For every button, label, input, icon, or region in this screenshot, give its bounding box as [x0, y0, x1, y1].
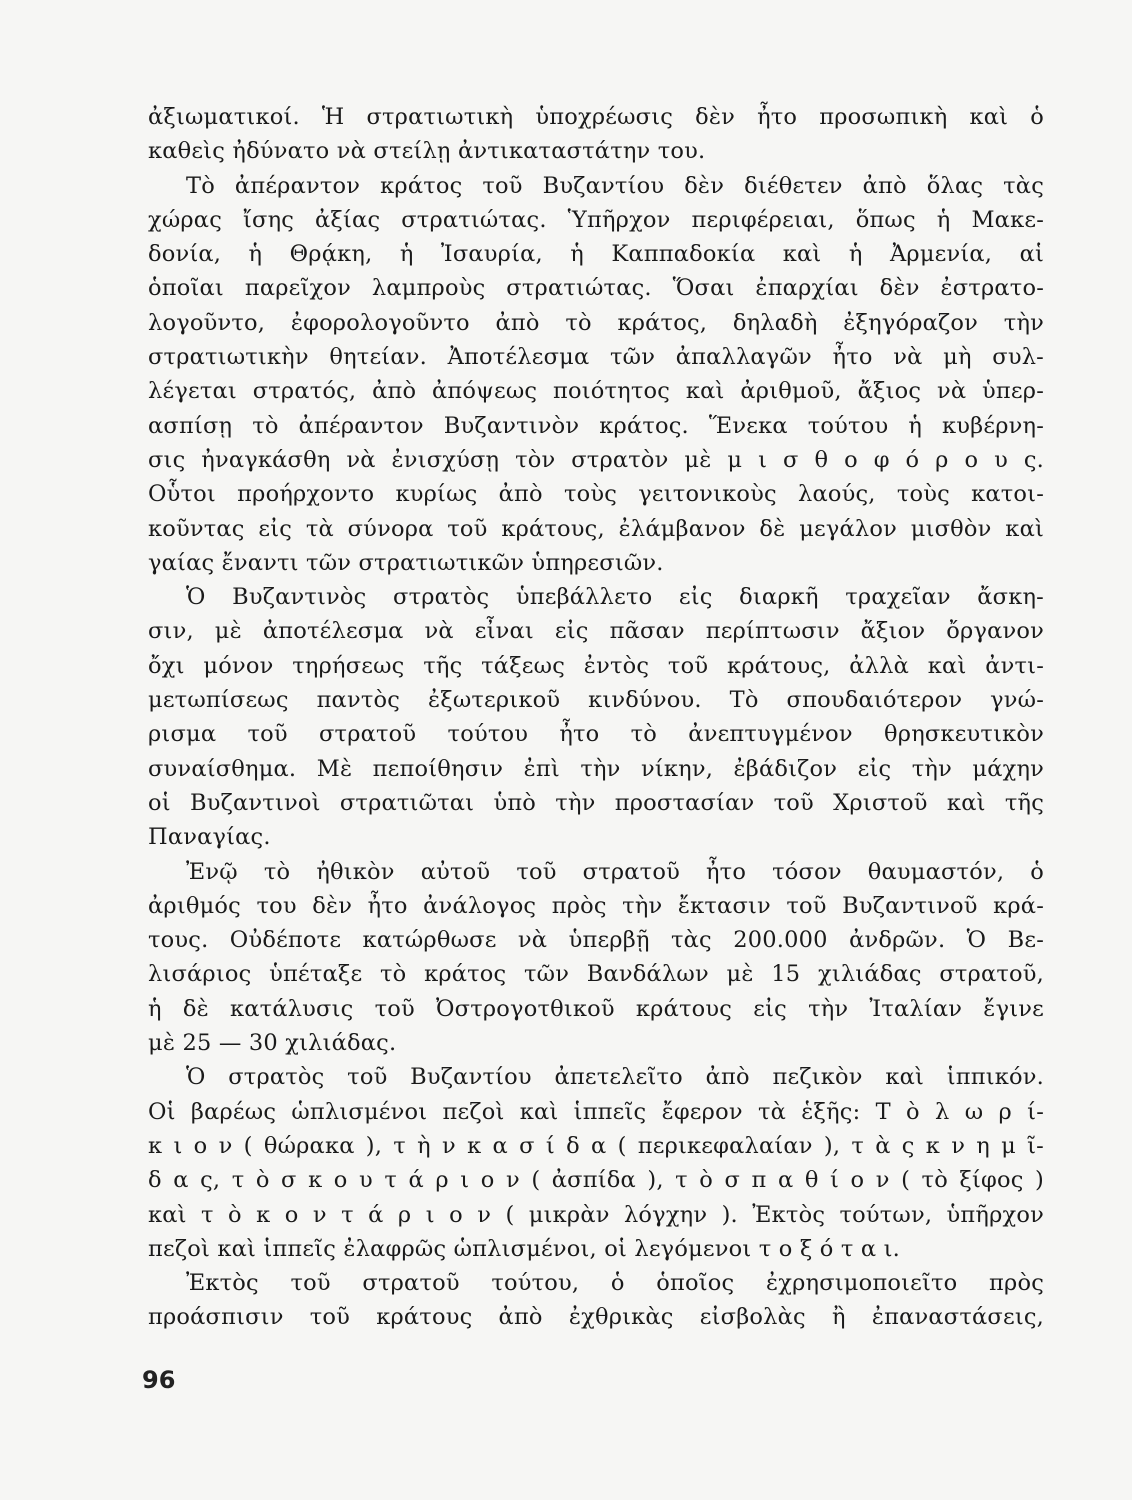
- text-line: λέγεται στρατός, ἀπὸ ἀπόψεως ποιότητος καὶ ἀριθμοῦ, ἄξιος νὰ ὑπερ-: [148, 378, 1044, 405]
- text-line: Τὸ ἀπέραντον κράτος τοῦ Βυζαντίου δὲν διέθετεν ἀπὸ ὅλας τὰς: [186, 172, 1044, 199]
- text-line: σις ἠναγκάσθη νὰ ἐνισχύσῃ τὸν στρατὸν μὲ μ ι σ θ ο φ ό ρ ο υ ς.: [148, 446, 1044, 473]
- text-line: λισάριος ὑπέταξε τὸ κράτος τῶν Βανδάλων μὲ 15 χιλιάδας στρατοῦ,: [148, 961, 1044, 988]
- text-line: δονία, ἡ Θρᾴκη, ἡ Ἰσαυρία, ἡ Καππαδοκία καὶ ἡ Ἀρμενία, αἱ: [148, 241, 1044, 268]
- text-line: πεζοὶ καὶ ἱππεῖς ἐλαφρῶς ὡπλισμένοι, οἱ λεγόμενοι τ ο ξ ό τ α ι.: [148, 1235, 901, 1262]
- text-line: Ἐκτὸς τοῦ στρατοῦ τούτου, ὁ ὁποῖος ἐχρησιμοποιεῖτο πρὸς: [186, 1270, 1044, 1297]
- text-line: καὶ τ ὸ κ ο ν τ ά ρ ι ο ν ( μικρὰν λόγχην ). Ἐκτὸς τούτων, ὑπῆρχον: [148, 1201, 1044, 1228]
- text-line: συναίσθημα. Μὲ πεποίθησιν ἐπὶ τὴν νίκην, ἐβάδιζον εἰς τὴν μάχην: [148, 755, 1044, 782]
- text-line: ἀξιωματικοί. Ἡ στρατιωτικὴ ὑποχρέωσις δὲν ἦτο προσωπικὴ καὶ ὁ: [148, 104, 1044, 130]
- text-line: οἱ Βυζαντινοὶ στρατιῶται ὑπὸ τὴν προστασίαν τοῦ Χριστοῦ καὶ τῆς: [148, 789, 1044, 816]
- text-line: ασπίσῃ τὸ ἀπέραντον Βυζαντινὸν κράτος. Ἕνεκα τούτου ἡ κυβέρνη-: [148, 412, 1044, 439]
- text-line: ὁποῖαι παρεῖχον λαμπροὺς στρατιώτας. Ὅσαι ἐπαρχίαι δὲν ἐστρατο-: [148, 275, 1044, 302]
- text-line: κοῦντας εἰς τὰ σύνορα τοῦ κράτους, ἐλάμβανον δὲ μεγάλον μισθὸν καὶ: [148, 515, 1044, 542]
- text-line: Ὁ στρατὸς τοῦ Βυζαντίου ἀπετελεῖτο ἀπὸ πεζικὸν καὶ ἱππικόν.: [186, 1064, 1044, 1091]
- text-line: δ α ς, τ ὸ σ κ ο υ τ ά ρ ι ο ν ( ἀσπίδα ), τ ὸ σ π α θ ί ο ν ( τὸ ξίφος ): [148, 1167, 1044, 1194]
- text-line: τους. Οὐδέποτε κατώρθωσε νὰ ὑπερβῇ τὰς 200.000 ἀνδρῶν. Ὁ Βε-: [148, 927, 1044, 954]
- text-line: μὲ 25 — 30 χιλιάδας.: [148, 1030, 397, 1057]
- text-line: ἡ δὲ κατάλυσις τοῦ Ὀστρογοτθικοῦ κράτους εἰς τὴν Ἰταλίαν ἔγινε: [148, 995, 1044, 1022]
- text-line: Ἐνῷ τὸ ἠθικὸν αὐτοῦ τοῦ στρατοῦ ἦτο τόσον θαυμαστόν, ὁ: [186, 858, 1044, 885]
- text-line: καθεὶς ἠδύνατο νὰ στείλῃ ἀντικαταστάτην του.: [148, 138, 706, 165]
- page-body-text: [148, 100, 1044, 1335]
- text-line: ὄχι μόνον τηρήσεως τῆς τάξεως ἐντὸς τοῦ κράτους, ἀλλὰ καὶ ἀντι-: [148, 652, 1044, 679]
- text-line: Οὗτοι προήρχοντο κυρίως ἀπὸ τοὺς γειτονικοὺς λαούς, τοὺς κατοι-: [148, 481, 1044, 508]
- text-line: προάσπισιν τοῦ κράτους ἀπὸ ἐχθρικὰς εἰσβολὰς ἢ ἐπαναστάσεις,: [148, 1304, 1044, 1331]
- text-line: γαίας ἔναντι τῶν στρατιωτικῶν ὑπηρεσιῶν.: [148, 549, 664, 576]
- text-line: λογοῦντο, ἐφορολογοῦντο ἀπὸ τὸ κράτος, δηλαδὴ ἐξηγόραζον τὴν: [148, 309, 1044, 336]
- text-line: Παναγίας.: [148, 824, 271, 851]
- text-line: κ ι ο ν ( θώρακα ), τ ὴ ν κ α σ ί δ α ( περικεφαλαίαν ), τ ὰ ς κ ν η μ ῖ-: [148, 1132, 1044, 1159]
- text-line: Οἱ βαρέως ὡπλισμένοι πεζοὶ καὶ ἱππεῖς ἔφερον τὰ ἑξῆς: Τ ὸ λ ω ρ ί-: [148, 1098, 1044, 1125]
- text-line: χώρας ἴσης ἀξίας στρατιώτας. Ὑπῆρχον περιφέρειαι, ὅπως ἡ Μακε-: [148, 206, 1044, 233]
- text-line: Ὁ Βυζαντινὸς στρατὸς ὑπεβάλλετο εἰς διαρκῆ τραχεῖαν ἄσκη-: [186, 584, 1044, 611]
- text-line: στρατιωτικὴν θητείαν. Ἀποτέλεσμα τῶν ἀπαλλαγῶν ἦτο νὰ μὴ συλ-: [148, 344, 1044, 371]
- text-line: ἀριθμός του δὲν ἦτο ἀνάλογος πρὸς τὴν ἔκτασιν τοῦ Βυζαντινοῦ κρά-: [148, 892, 1044, 919]
- text-line: ρισμα τοῦ στρατοῦ τούτου ἦτο τὸ ἀνεπτυγμένον θρησκευτικὸν: [148, 721, 1044, 748]
- page-number: 96: [142, 1366, 176, 1394]
- text-line: μετωπίσεως παντὸς ἐξωτερικοῦ κινδύνου. Τὸ σπουδαιότερον γνώ-: [148, 687, 1044, 714]
- text-line: σιν, μὲ ἀποτέλεσμα νὰ εἶναι εἰς πᾶσαν περίπτωσιν ἄξιον ὄργανον: [148, 618, 1044, 645]
